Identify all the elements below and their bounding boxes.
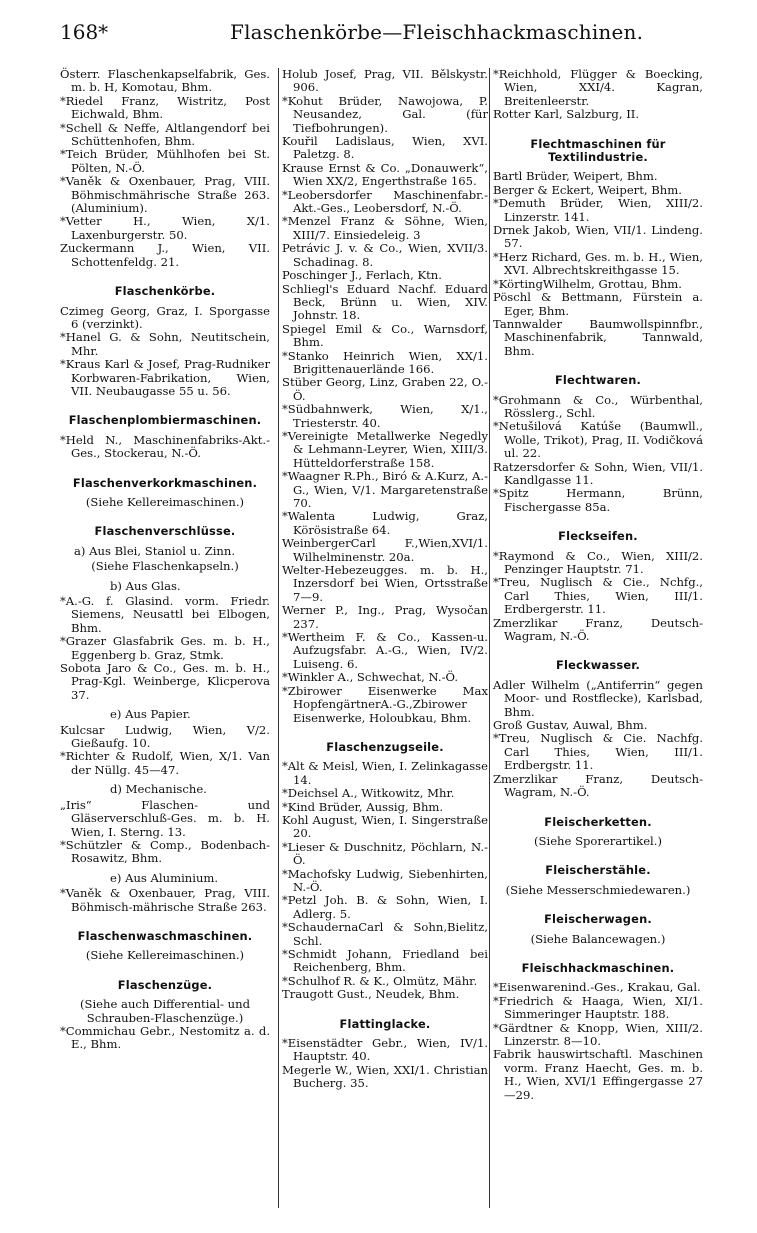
directory-entry: *Commichau Gebr., Nestomitz a. d. E., Bhm. (60, 1023, 270, 1052)
directory-entry: Holub Josef, Prag, VII. Bělskystr. 906. (282, 67, 488, 95)
directory-entry: Berger & Eckert, Weipert, Bhm. (493, 182, 682, 197)
directory-entry: Adler Wilhelm („Antiferrin“ gegen Moor- und Rostflecke), Karlsbad, Bhm. (493, 677, 703, 719)
cross-reference: (Siehe Balancewagen.) (530, 931, 666, 946)
directory-entry: Zuckermann J., Wien, VII. Schottenfeldg. 21. (60, 241, 270, 269)
page-header (60, 12, 700, 52)
directory-entry: *Stanko Heinrich Wien, XX/1. Brigittenauerlände 166. (282, 348, 488, 376)
directory-entry: Zmerzlikar Franz, Deutsch-Wagram, N.-Ö. (493, 615, 703, 644)
directory-entry: *Südbahnwerk, Wien, X/1., Triesterstr. 40. (282, 402, 488, 430)
directory-entry: *Vereinigte Metallwerke Negedly & Lehmann-Leyrer, Wien, XIII/3. Hütteldorferstraße 158. (282, 428, 488, 470)
directory-entry: *Leobersdorfer Maschinenfabr.-Akt.-Ges., Leobersdorf, N.-Ö. (282, 187, 488, 216)
entry-list (60, 305, 270, 399)
directory-entry: *Vetter H., Wien, X/1. Laxenburgerstr. 50. (60, 214, 270, 242)
directory-entry: *Spitz Hermann, Brünn, Fischergasse 85a. (493, 486, 703, 514)
directory-entry: *Reichhold, Flügger & Boecking, Wien, XXI/4. Kagran, Breitenleerstr. (493, 67, 703, 108)
directory-entry: *Eisenwarenind.-Ges., Krakau, Gal. (493, 980, 701, 995)
directory-entry: *Winkler A., Schwechat, N.-Ö. (282, 670, 459, 685)
entry-list (60, 724, 270, 778)
directory-entry: *Friedrich & Haaga, Wien, XI/1. Simmeringer Hauptstr. 188. (493, 993, 703, 1022)
cross-reference: (Siehe Sporerartikel.) (534, 833, 662, 848)
directory-entry: *A.-G. f. Glasind. vorm. Friedr. Siemens, Neusattl bei Elbogen, Bhm. (60, 594, 270, 635)
directory-entry: Petrávic J. v. & Co., Wien, XVII/3. Schadinag. 8. (282, 241, 488, 269)
directory-entry: Krause Ernst & Co. „Donauwerk“, Wien XX/2, Engerthstraße 165. (282, 160, 488, 189)
entry-list (493, 170, 703, 358)
directory-entry: *Treu, Nuglisch & Cie. Nachfg. Carl Thies, Wien, III/1. Erdbergstr. 11. (493, 731, 703, 773)
entry-list (60, 434, 270, 461)
directory-entry: *Kind Brüder, Aussig, Bhm. (282, 799, 444, 814)
subsection-label: b) Aus Glas. (110, 578, 181, 593)
entry-list (60, 1025, 270, 1052)
directory-entry: *Demuth Brüder, Wien, XIII/2. Linzerstr. 141. (493, 196, 703, 224)
directory-entry: Drnek Jakob, Wien, VII/1. Lindeng. 57. (493, 223, 703, 251)
directory-entry: *Machofsky Ludwig, Siebenhirten, N.-Ö. (282, 866, 488, 894)
directory-entry: Traugott Gust., Neudek, Bhm. (282, 987, 460, 1002)
directory-entry: Rotter Karl, Salzburg, II. (493, 107, 640, 122)
directory-entry: Schliegl's Eduard Nachf. Eduard Beck, Brünn u. Wien, XIV. Johnstr. 18. (282, 281, 488, 323)
subsection-label: d) Mechanische. (110, 782, 207, 797)
section-heading: Flaschenwaschmaschinen. (77, 928, 253, 943)
cross-reference: (Siehe auch Differential- und Schrauben-Flaschenzüge.) (80, 997, 250, 1025)
cross-reference: (Siehe Kellereimaschinen.) (85, 494, 245, 509)
column-3 (489, 68, 703, 1208)
section-heading: Fleckseifen. (558, 529, 638, 544)
section-heading: Flaschenverschlüsse. (94, 524, 236, 539)
directory-entry: *Eisenstädter Gebr., Wien, IV/1. Hauptstr. 40. (282, 1036, 488, 1064)
directory-entry: *Raymond & Co., Wien, XIII/2. Penzinger Hauptstr. 71. (493, 548, 703, 576)
directory-entry: *Vaněk & Oxenbauer, Prag, VIII. Böhmisch-mährische Straße 263. (60, 886, 270, 914)
entry-list (493, 394, 703, 515)
directory-entry: Stüber Georg, Linz, Graben 22, O.-Ö. (282, 375, 488, 403)
section-heading: Flechtwaren. (554, 373, 642, 388)
subsection-label: e) Aus Papier. (110, 707, 191, 722)
directory-entry: *Kraus Karl & Josef, Prag-Rudniker Korbwaren-Fabrikation, Wien, VII. Neubaugasse 55 u. 56. (60, 357, 270, 398)
directory-entry: Kouřil Ladislaus, Wien, XVI. Paletzg. 8. (282, 134, 488, 162)
directory-entry: *Grohmann & Co., Würbenthal, Rösslerg., Schl. (493, 392, 703, 420)
directory-entry: *Alt & Meisl, Wien, I. Zelinkagasse 14. (282, 759, 488, 787)
directory-entry: *Richter & Rudolf, Wien, X/1. Van der Nüllg. 45—47. (60, 749, 270, 777)
section-heading: Flaschenzugseile. (326, 739, 444, 754)
directory-entry: Megerle W., Wien, XXI/1. Christian Bucherg. 35. (282, 1062, 488, 1091)
directory-entry: *Treu, Nuglisch & Cie., Nchfg., Carl Thies, Wien, III/1. Erdbergerstr. 11. (493, 575, 703, 617)
directory-entry: *Wertheim F. & Co., Kassen-u. Aufzugsfabr. A.-G., Wien, IV/2. Luiseng. 6. (282, 630, 488, 671)
directory-entry: *KörtingWilhelm, Grottau, Bhm. (493, 276, 682, 291)
cross-reference: (Siehe Flaschenkapseln.) (91, 559, 239, 574)
column-2 (278, 68, 488, 1208)
directory-entry: *Kohut Brüder, Nawojowa, P. Neusandez, Gal. (für Tiefbohrungen). (282, 93, 488, 135)
section-heading: Fleischerketten. (544, 814, 652, 829)
directory-entry: *Held N., Maschinenfabriks-Akt.-Ges., Stockerau, N.-Ö. (60, 432, 270, 461)
directory-entry: *Netušilová Katúše (Baumwll., Wolle, Trikot), Prag, II. Vodičková ul. 22. (493, 419, 703, 461)
directory-entry: Kohl August, Wien, I. Singerstraße 20. (282, 812, 488, 841)
section-heading: Flaschenplombiermaschinen. (68, 413, 262, 428)
section-heading: Flechtmaschinen für Textilindustrie. (530, 136, 666, 165)
directory-entry: Österr. Flaschenkapselfabrik, Ges. m. b. H, Komotau, Bhm. (60, 67, 270, 95)
directory-entry: Spiegel Emil & Co., Warnsdorf, Bhm. (282, 321, 488, 350)
section-heading: Fleckwasser. (556, 658, 640, 673)
entry-list (493, 68, 703, 122)
entry-list (493, 679, 703, 800)
subsection-label: e) Aus Aluminium. (110, 870, 219, 885)
directory-entry: *Vaněk & Oxenbauer, Prag, VIII. Böhmischmährische Straße 263. (Aluminium). (60, 174, 270, 216)
directory-entry: *Schützler & Comp., Bodenbach-Rosawitz, Bhm. (60, 837, 270, 866)
directory-entry: Welter-Hebezeugges. m. b. H., Inzersdorf bei Wien, Ortsstraße 7—9. (282, 563, 488, 604)
section-heading: Flaschenzüge. (117, 977, 213, 992)
directory-entry: Ratzersdorfer & Sohn, Wien, VII/1. Kandlgasse 11. (493, 459, 703, 487)
directory-entry: *Teich Brüder, Mühlhofen bei St. Pölten, N.-Ö. (60, 147, 270, 175)
directory-entry: Kulcsar Ludwig, Wien, V/2. Gießaufg. 10. (60, 722, 270, 751)
section-heading: Flaschenkörbe. (114, 284, 216, 299)
directory-entry: *Zbirower Eisenwerke Max HopfengärtnerA.-G.,Zbirower Eisenwerke, Holoubkau, Bhm. (282, 683, 488, 725)
directory-entry: *Lieser & Duschnitz, Pöchlarn, N.-Ö. (282, 839, 488, 868)
directory-entry: *Schulhof R. & K., Olmütz, Mähr. (282, 973, 478, 988)
page-number: 168* (60, 20, 109, 44)
directory-entry: *Hanel G. & Sohn, Neutitschein, Mhr. (60, 330, 270, 358)
entry-list (282, 760, 488, 1001)
entry-list (282, 68, 488, 725)
entry-list (60, 887, 270, 914)
directory-entry: *Grazer Glasfabrik Ges. m. b. H., Eggenberg b. Graz, Stmk. (60, 634, 270, 662)
directory-entry: Bartl Brüder, Weipert, Bhm. (493, 169, 658, 184)
cross-reference: (Siehe Kellereimaschinen.) (85, 948, 245, 963)
directory-entry: Poschinger J., Ferlach, Ktn. (282, 268, 442, 283)
column-1 (60, 68, 270, 1052)
section-heading: Fleischerstähle. (545, 863, 651, 878)
directory-entry: *Schmidt Johann, Friedland bei Reichenberg, Bhm. (282, 947, 488, 975)
directory-entry: *Menzel Franz & Söhne, Wien, XIII/7. Einsiedeleig. 3 (282, 214, 488, 242)
directory-entry: „Iris“ Flaschen- und Gläserverschluß-Ges. m. b. H. Wien, I. Sterng. 13. (60, 797, 270, 839)
subsection-label: a) Aus Blei, Staniol u. Zinn. (74, 543, 236, 558)
section-heading: Fleischhackmaschinen. (521, 960, 675, 975)
directory-entry: Werner P., Ing., Prag, Wysočan 237. (282, 603, 488, 631)
directory-entry: *Herz Richard, Ges. m. b. H., Wien, XVI. Albrechtskreithgasse 15. (493, 249, 703, 278)
directory-entry: *Riedel Franz, Wistritz, Post Eichwald, Bhm. (60, 93, 270, 122)
directory-entry: Fabrik hauswirtschaftl. Maschinen vorm. Franz Haecht, Ges. m. b. H., Wien, XVI/1 Effingergasse 27—29. (493, 1047, 703, 1102)
section-heading: Flattinglacke. (339, 1016, 431, 1031)
entry-list (282, 1037, 488, 1091)
section-heading: Fleischerwagen. (544, 912, 652, 927)
cross-reference: (Siehe Messerschmiedewaren.) (505, 882, 691, 897)
directory-entry: *Walenta Ludwig, Graz, Körösistraße 64. (282, 509, 488, 537)
directory-entry: Zmerzlikar Franz, Deutsch-Wagram, N.-Ö. (493, 771, 703, 800)
directory-entry: *Gärdtner & Knopp, Wien, XIII/2. Linzerstr. 8—10. (493, 1020, 703, 1048)
directory-entry: Czimeg Georg, Graz, I. Sporgasse 6 (verzinkt). (60, 303, 270, 331)
running-title: Flaschenkörbe—Fleischhackmaschinen. (230, 20, 644, 44)
directory-entry: *SchaudernaCarl & Sohn,Bielitz, Schl. (282, 920, 488, 948)
entry-list (60, 799, 270, 866)
entry-list (60, 68, 270, 269)
directory-entry: *Petzl Joh. B. & Sohn, Wien, I. Adlerg. 5. (282, 893, 488, 921)
section-heading: Flaschenverkorkmaschinen. (72, 475, 258, 490)
directory-entry: Tannwalder Baumwollspinnfbr., Maschinenfabrik, Tannwald, Bhm. (493, 316, 703, 358)
directory-entry: *Waagner R.Ph., Biró & A.Kurz, A.-G., Wien, V/1. Margaretenstraße 70. (282, 469, 488, 510)
directory-entry: *Schell & Neffe, Altlangendorf bei Schüttenhofen, Bhm. (60, 120, 270, 149)
directory-entry: Sobota Jaro & Co., Ges. m. b. H., Prag-Kgl. Weinberge, Klicperova 37. (60, 661, 270, 702)
directory-entry: Groß Gustav, Auwal, Bhm. (493, 718, 648, 733)
entry-list (493, 981, 703, 1102)
directory-entry: WeinbergerCarl F.,Wien,XVI/1. Wilhelminenstr. 20a. (282, 536, 488, 564)
entry-list (493, 550, 703, 644)
directory-entry: *Deichsel A., Witkowitz, Mhr. (282, 786, 455, 801)
entry-list (60, 595, 270, 702)
directory-entry: Pöschl & Bettmann, Fürstein a. Eger, Bhm. (493, 290, 703, 318)
